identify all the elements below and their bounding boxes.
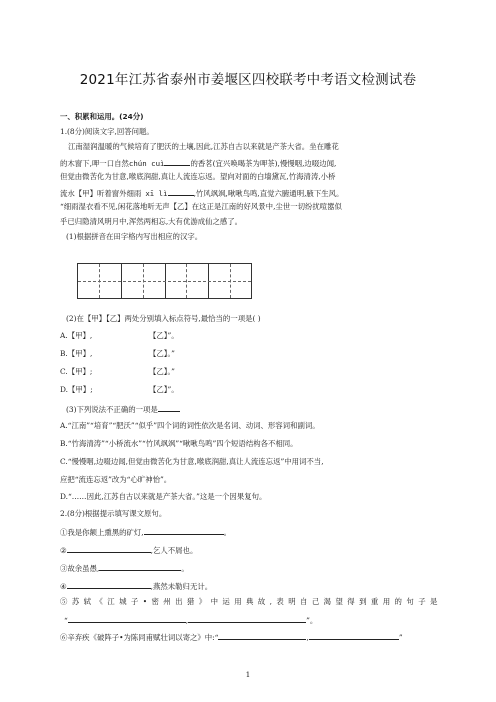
sub-question-2: (2)在【甲】【乙】两处分别填入标点符号,最恰当的一项是( ) bbox=[66, 314, 261, 323]
fill-item-4: ④ ,燕然未勒归无计。 bbox=[60, 582, 213, 591]
answer-blank[interactable] bbox=[68, 614, 186, 623]
passage-line-2: 的木窗下,呷一口自然chún cuì 的香茗(宜兴唤喝茶为呷茶),慢慢咽,边啜边闻, bbox=[60, 159, 337, 168]
option-row[interactable]: D.【甲】; 【乙】”。 bbox=[60, 385, 179, 394]
option-row[interactable]: B.【甲】, 【乙】。” bbox=[60, 349, 175, 358]
question-2-header: 2.(8分)根据提示填写课文原句。 bbox=[60, 509, 167, 518]
fill-item-1: ①我是你额上熏黑的矿灯, 。 bbox=[60, 528, 232, 537]
fill-item-5-answer: “ , ”。 bbox=[64, 616, 318, 625]
fill-item-5: ⑤苏轼《江城子•密州出猎》中运用典故,表明自己渴望得到重用的句子是 bbox=[60, 597, 438, 606]
answer-blank[interactable] bbox=[99, 562, 181, 571]
option-d[interactable]: D.“……因此,江苏自古以来就是产茶大省。”这是一个因果复句。 bbox=[60, 492, 267, 501]
answer-blank[interactable] bbox=[144, 526, 224, 535]
answer-blank[interactable] bbox=[188, 614, 306, 623]
blank-chuncui[interactable] bbox=[164, 157, 190, 166]
answer-blank[interactable] bbox=[67, 580, 151, 589]
question-1-header: 1.(8分)阅读文字,回答问题。 bbox=[60, 127, 154, 136]
answer-blank[interactable] bbox=[158, 403, 180, 412]
answer-blank[interactable] bbox=[309, 631, 399, 640]
passage-line-4: 流水【甲】听着窗外细雨 xī lì ,竹风飒飒,啾啾鸟鸣,直觉六腑通明,腋下生风。 bbox=[60, 189, 344, 198]
sub-question-1: (1)根据拼音在田字格内写出相应的汉字。 bbox=[66, 232, 203, 241]
option-row[interactable]: C.【甲】; 【乙】。” bbox=[60, 367, 175, 376]
pinyin-xili: xī lì bbox=[145, 189, 168, 198]
answer-blank[interactable] bbox=[67, 544, 151, 553]
fill-item-2: ② ,乞人不屑也。 bbox=[60, 546, 198, 555]
blank-xili[interactable] bbox=[168, 187, 194, 196]
option-a[interactable]: A.“江南”“培育”“肥沃”“似乎”四个词的词性依次是名词、动词、形容词和副词。 bbox=[60, 421, 320, 430]
passage-line-5: “细雨湿衣看不见,闲花落地听无声【乙】在这正是江南的好风景中,尘世一切纷扰喧嚣似 bbox=[60, 202, 342, 211]
section-heading: 一、积累和运用。(24分) bbox=[60, 112, 144, 121]
sub-question-3: (3)下列说法不正确的一项是 bbox=[66, 403, 444, 415]
answer-blank[interactable] bbox=[218, 631, 306, 640]
option-c[interactable]: C.“慢慢咽,边啜边闻,但觉由微苦化为甘意,喉底润甜,真让人流连忘返”中用词不当, bbox=[60, 457, 324, 466]
option-c-continued: 应把“流连忘返”改为“心旷神怡”。 bbox=[60, 475, 172, 484]
tianzige-grid[interactable] bbox=[77, 263, 252, 299]
page-title: 2021年江苏省泰州市姜堰区四校联考中考语文检测试卷 bbox=[79, 72, 417, 88]
option-row[interactable]: A.【甲】, 【乙】”。 bbox=[60, 331, 179, 340]
passage-line-3: 但觉由微苦化为甘意,喉底润甜,真让人流连忘返。望向对面的白墙黛瓦,竹海清涛,小桥 bbox=[60, 172, 336, 181]
passage-line-1: 江南湿润温暖的气候培育了肥沃的土壤,因此,江苏自古以来就是产茶大省。坐在雕花 bbox=[68, 142, 339, 151]
fill-item-3: ③故余虽愚, 。 bbox=[60, 564, 189, 573]
option-b[interactable]: B.“竹海清涛”“小桥流水”“竹风飒飒”“啾啾鸟鸣”四个短语结构各不相同。 bbox=[60, 439, 298, 448]
passage-line-6: 乎已归隐清风明月中,浑然两相忘,大有优游成仙之感了。 bbox=[60, 217, 243, 226]
page-number: 1 bbox=[245, 671, 251, 679]
pinyin-chuncui: chún cuì bbox=[128, 159, 165, 168]
fill-item-6: ⑥辛弃疾《破阵子•为陈同甫赋壮词以寄之》中:“ , ” bbox=[60, 633, 403, 642]
